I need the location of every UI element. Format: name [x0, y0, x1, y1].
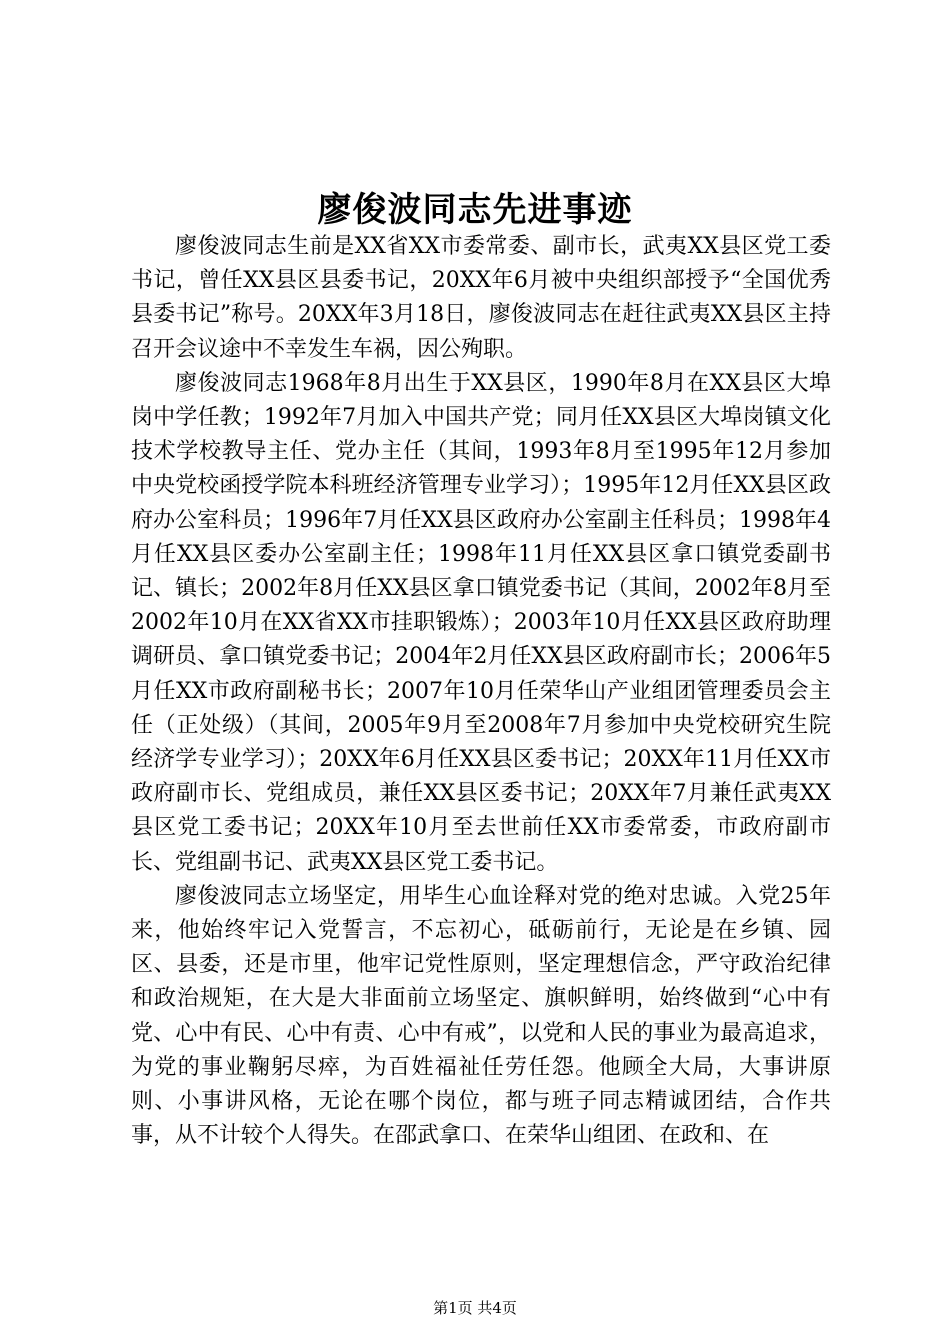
- page-footer: 第1页 共4页: [433, 1299, 517, 1317]
- paragraph-2: 廖俊波同志1968年8月出生于XX县区，1990年8月在XX县区大埠岗中学任教；1992年7月加入中国共产党；同月任XX县区大埠岗镇文化技术学校教导主任、党办主任（其间，1993年8月至1995年12月参加中央党校函授学院本科班经济管理专业学习）；1995年12月任XX县区政府办公室科员；1996年7月任XX县区政府办公室副主任科员；1998年4月任XX县区委办公室副主任；1998年11月任XX县区拿口镇党委副书记、镇长；2002年8月任XX县区拿口镇党委书记（其间，2002年8月至2002年10月在XX省XX市挂职锻炼）；2003年10月任XX县区政府助理调研员、拿口镇党委书记；2004年2月任XX县区政府副市长；2006年5月任XX市政府副秘书长；2007年10月任荣华山产业组团管理委员会主任（正处级）（其间，2005年9月至2008年7月参加中央党校研究生院经济学专业学习）；20XX年6月任XX县区委书记；20XX年11月任XX市政府副市长、党组成员，兼任XX县区委书记；20XX年7月兼任武夷XX县区党工委书记；20XX年10月至去世前任XX市委常委，市政府副市长、党组副书记、武夷XX县区党工委书记。: [131, 370, 831, 875]
- document-title: 廖俊波同志先进事迹: [317, 190, 633, 230]
- document-body: [131, 230, 831, 1153]
- paragraph-1: 廖俊波同志生前是XX省XX市委常委、副市长，武夷XX县区党工委书记，曾任XX县区县委书记，20XX年6月被中央组织部授予“全国优秀县委书记”称号。20XX年3月18日，廖俊波同志在赶往武夷XX县区主持召开会议途中不幸发生车祸，因公殉职。: [131, 234, 831, 362]
- paragraph-3: 廖俊波同志立场坚定，用毕生心血诠释对党的绝对忠诚。入党25年来，他始终牢记入党誓言，不忘初心，砥砺前行，无论是在乡镇、园区、县委，还是市里，他牢记党性原则，坚定理想信念，严守政治纪律和政治规矩，在大是大非面前立场坚定、旗帜鲜明，始终做到“心中有党、心中有民、心中有责、心中有戒”，以党和人民的事业为最高追求，为党的事业鞠躬尽瘁，为百姓福祉任劳任怨。他顾全大局，大事讲原则、小事讲风格，无论在哪个岗位，都与班子同志精诚团结，合作共事，从不计较个人得失。在邵武拿口、在荣华山组团、在政和、在: [131, 883, 831, 1149]
